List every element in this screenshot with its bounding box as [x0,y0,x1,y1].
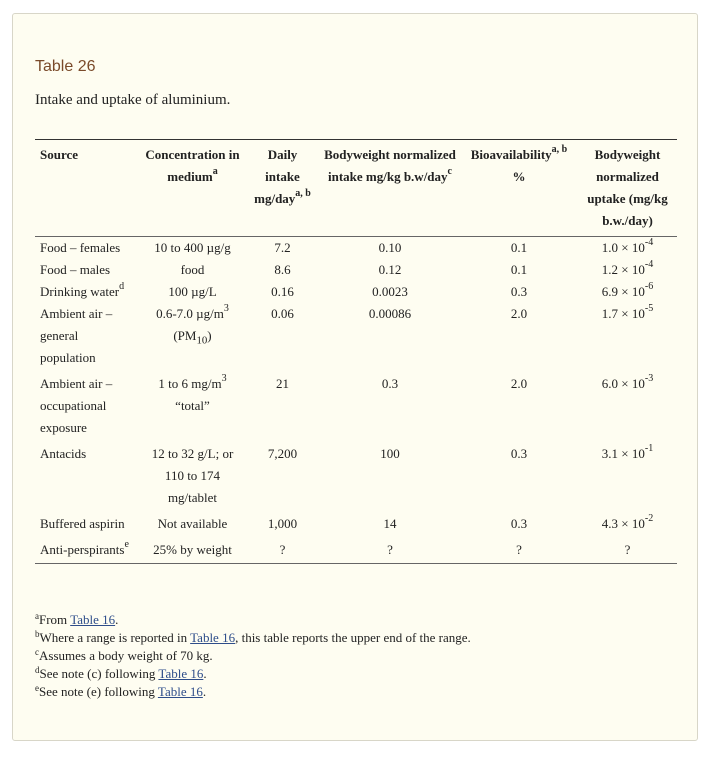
cell-daily-intake: 0.16 [271,284,294,299]
table-row [35,539,677,564]
table-16-link[interactable]: Table 16 [70,612,116,627]
cell-bw-uptake: $3.1 \times 10^{-1}$ [601,443,654,461]
footnotes [35,611,471,701]
cell-concentration: 12 to 32 g/L; or 110 to 174 mg/tablet [151,446,234,505]
cell-bw-uptake: $1.2 \times 10^{-4}$ [601,259,654,277]
cell-bioavailability: ? [460,539,578,564]
cell-concentration: 0.6-7.0 $\mu g/m^3$ $(PM_{10})$ [156,303,229,347]
table-row [35,443,677,513]
cell-bw-intake: 0.0023 [372,284,408,299]
cell-bw-uptake: $6.9 \times 10^{-6}$ [601,281,654,299]
cell-concentration: 100 µg/L [168,284,217,299]
cell-source: Food – females [40,240,121,255]
cell-source: Food – males [40,262,111,277]
cell-bw-intake: 0.10 [378,240,402,255]
header-row [35,140,677,237]
cell-bw-uptake: $6.0 \times 10^{-3}$ [601,373,654,391]
cell-concentration: 10 to 400 µg/g food [154,240,231,277]
cell-bw-intake: 14 [383,516,397,531]
table-16-link[interactable]: Table 16 [190,630,236,645]
cell-daily-intake: 7,200 [267,446,298,461]
cell-source: Ambient air – general population [40,306,113,365]
header-concentration: Concentration in medium$^a$ [140,140,245,237]
cell-daily-intake: 7.2 [274,240,291,255]
intake-table [35,139,677,564]
cell-concentration: Not available [157,516,228,531]
cell-bw-uptake: ? [578,539,677,564]
cell-bioavailability: 0.1 [510,240,528,255]
cell-daily-intake: 8.6 [274,262,291,277]
cell-bw-uptake: $1.0 \times 10^{-4}$ [601,237,654,255]
cell-daily-intake: 1,000 [267,516,298,531]
table-caption: Intake and uptake of aluminium. [35,92,231,108]
header-bw-intake: Bodyweight normalized intake mg/kg b.w/day$^c$ [320,140,460,237]
header-bw-uptake: Bodyweight normalized uptake (mg/kg b.w./day) [578,140,677,237]
table-row [35,513,677,539]
footnote-e: $^e$See note (e) following Table 16. [35,683,207,699]
header-source: Source [35,140,140,237]
cell-bw-uptake: $4.3 \times 10^{-2}$ [601,513,654,531]
cell-daily-intake: 21 [276,376,289,391]
cell-bioavailability: 0.3 [510,284,528,299]
cell-source: Drinking water$^d$ [40,281,125,299]
cell-source: Ambient air – occupational exposure [40,376,113,435]
cell-daily-intake: ? [245,539,320,564]
cell-bw-intake: 0.3 [381,376,399,391]
footnote-b: $^b$Where a range is reported in Table 16, this table reports the upper end of the range. [35,629,471,645]
cell-concentration: 25% by weight [140,539,245,564]
cell-concentration: 1 to 6 $mg/m^3$ “total” [158,373,227,413]
header-daily-intake: Daily intake mg/day$^{a, b}$ [245,140,320,237]
table-row [35,303,677,373]
table-label: Table 26 [35,58,96,75]
cell-bioavailability: 2.0 [510,306,528,321]
table-row [35,281,677,303]
header-bioavailability: Bioavailability$^{a, b}$ % [460,140,578,237]
cell-source: Anti-perspirants$^e$ [35,539,140,564]
cell-bw-intake: 100 [380,446,400,461]
cell-bw-uptake: $1.7 \times 10^{-5}$ [601,303,654,321]
cell-bioavailability: 0.3 [510,446,528,461]
cell-source: Antacids [40,446,87,461]
footnote-d: $^d$See note (c) following Table 16. [35,665,207,681]
table-row [35,237,677,260]
table-row [35,259,677,281]
cell-source: Buffered aspirin [40,516,125,531]
cell-bw-intake: 0.12 [378,262,402,277]
footnote-a: $^a$From Table 16. [35,611,119,627]
footnote-c: $^c$Assumes a body weight of 70 kg. [35,647,213,663]
cell-bioavailability: 2.0 [510,376,528,391]
cell-bw-intake: ? [320,539,460,564]
table-panel [12,13,698,741]
cell-bw-intake: 0.00086 [368,306,412,321]
cell-bioavailability: 0.1 [510,262,528,277]
table-16-link[interactable]: Table 16 [158,666,204,681]
table-16-link[interactable]: Table 16 [157,684,203,699]
cell-daily-intake: 0.06 [271,306,294,321]
table-row [35,373,677,443]
cell-bioavailability: 0.3 [510,516,528,531]
